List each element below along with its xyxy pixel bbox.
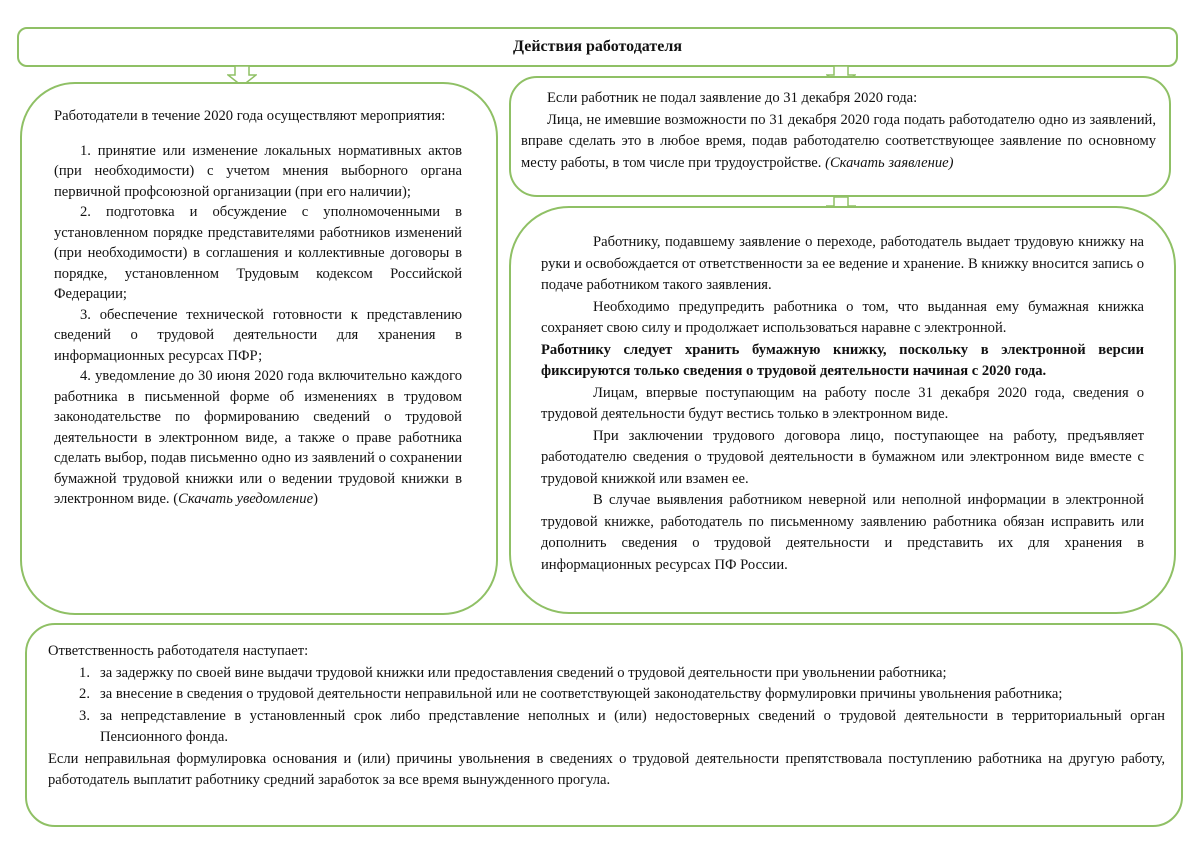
info-paragraph: Работнику, подавшему заявление о переходе, работодатель выдает трудовую книжку на руки и освобождается от ответственности за ее ведение и хранение. В книжку вносится запись о подаче работником такого заявления. xyxy=(541,234,1144,293)
info-paragraph: Лицам, впервые поступающим на работу после 31 декабря 2020 года, сведения о трудовой деятельности будут вестись только в электронном виде. xyxy=(541,384,1144,422)
info-paragraph: Необходимо предупредить работника о том, что выданная ему бумажная книжка сохраняет свою силу и продолжает использоваться наравне с электронной. xyxy=(541,298,1144,336)
liability-outro: Если неправильная формулировка основания и (или) причины увольнения в сведениях о трудовой деятельности препятствовала поступлению работника на другую работу, работодатель выплатит работнику средний заработок за все время вынужденного прогула. xyxy=(48,750,1165,788)
no-application-text: Лица, не имевшие возможности по 31 декабря 2020 года подать работодателю одно из заявлений, вправе сделать это в любое время, подав работодателю соответствующее заявление по основному месту работы, в том числе при трудоустройстве. (Скачать заявление) xyxy=(521,111,1156,171)
list-item: 2. за внесение в сведения о трудовой деятельности неправильной или не соответствующей законодательству формулировки причины увольнения работника; xyxy=(79,686,1063,702)
measures-intro: Работодатели в течение 2020 года осуществляют мероприятия: xyxy=(54,108,446,124)
measure-item: 2. подготовка и обсуждение с уполномоченными в установленном порядке представителями работников изменений (при необходимости) в соглашения и коллективные договоры в порядке, установленном Трудовым кодексом Российской Федерации; xyxy=(54,204,462,302)
info-paragraph-bold: Работнику следует хранить бумажную книжку, поскольку в электронной версии фиксируются только сведения о трудовой деятельности начиная с 2020 года. xyxy=(541,341,1144,379)
employer-measures-box xyxy=(20,82,498,615)
liability-list xyxy=(48,663,1165,749)
liability-intro: Ответственность работодателя наступает: xyxy=(48,643,309,659)
info-paragraph: В случае выявления работником неверной или неполной информации в электронной трудовой книжке, работодатель по письменному заявлению работника обязан исправить или дополнить сведения о трудовой деятельности и представить их для хранения в информационных ресурсах ПФ России. xyxy=(541,492,1144,573)
no-application-heading: Если работник не подал заявление до 31 декабря 2020 года: xyxy=(547,90,918,106)
measure-item: 1. принятие или изменение локальных нормативных актов (при необходимости) с учетом мнения выборного органа первичной профсоюзной организации (при его наличии); xyxy=(54,142,462,200)
page-title-text: Действия работодателя xyxy=(513,38,682,55)
download-application-link[interactable]: (Скачать заявление) xyxy=(825,154,954,171)
no-application-box xyxy=(509,76,1171,197)
page-title xyxy=(17,27,1178,67)
info-paragraph: При заключении трудового договора лицо, поступающее на работу, предъявляет работодателю сведения о трудовой деятельности в бумажном или электронном виде вместе с трудовой книжкой или взамен ее. xyxy=(541,427,1144,487)
download-notification-link[interactable]: Скачать уведомление xyxy=(178,491,314,507)
work-book-info-box xyxy=(509,206,1176,614)
measure-item: 4. уведомление до 30 июня 2020 года включительно каждого работника в письменной форме об изменениях в трудовом законодательстве по формированию сведений о трудовой деятельности в электронном виде, а также о праве работника сделать выбор, подав письменно одно из заявлений о сохранении бумажной трудовой книжки или о ведении трудовой книжки в электронном виде. (Скачать уведомление) xyxy=(54,368,462,507)
list-item: 1. за задержку по своей вине выдачи трудовой книжки или предоставления сведений о трудовой деятельности при увольнении работника; xyxy=(79,664,947,681)
employer-liability-box xyxy=(25,623,1183,827)
measure-item: 3. обеспечение технической готовности к представлению сведений о трудовой деятельности для хранения в информационных ресурсах ПФР; xyxy=(54,306,462,364)
list-item: 3. за непредставление в установленный срок либо представление неполных и (или) недостоверных сведений о трудовой деятельности в территориальный орган Пенсионного фонда. xyxy=(79,707,1165,745)
